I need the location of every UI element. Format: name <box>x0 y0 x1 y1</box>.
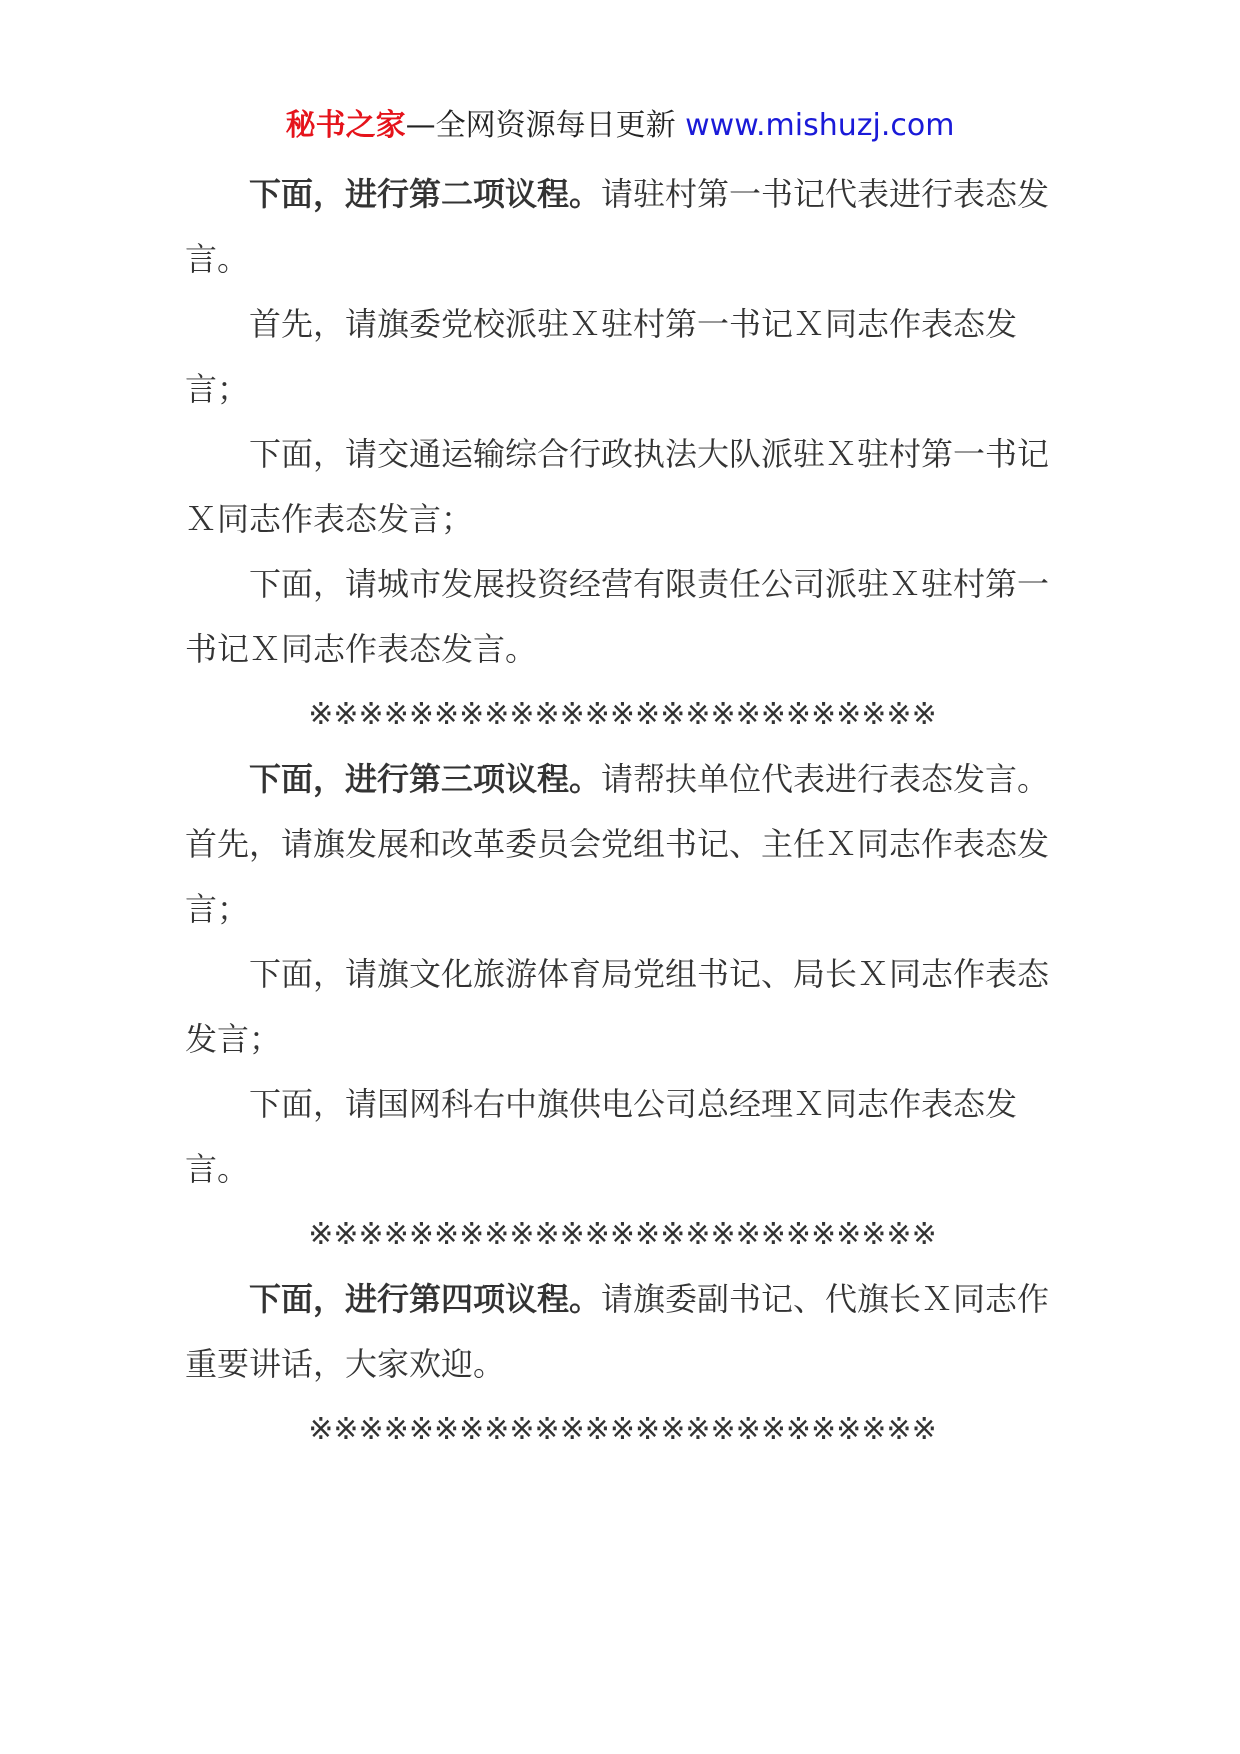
section-separator: ※※※※※※※※※※※※※※※※※※※※※※※※※ <box>308 1217 937 1252</box>
site-url-link[interactable]: www.mishuzj.com <box>685 108 955 143</box>
agenda-item-2-paragraph <box>185 162 1060 292</box>
brand-name: 秘书之家 <box>285 108 406 143</box>
site-header <box>0 98 1240 154</box>
agenda-item-4-paragraph <box>185 1267 1060 1397</box>
agenda-item-3-heading: 下面，进行第三项议程。 <box>249 760 602 798</box>
speaker-paragraph: 下面，请旗文化旅游体育局党组书记、局长Ｘ同志作表态发言； <box>185 955 1050 1058</box>
agenda-item-2-text: 请驻村第一书记代表进行表态发言。 <box>185 175 1050 278</box>
speaker-paragraph: 下面，请城市发展投资经营有限责任公司派驻Ｘ驻村第一书记Ｘ同志作表态发言。 <box>185 565 1050 668</box>
section-separator: ※※※※※※※※※※※※※※※※※※※※※※※※※ <box>308 697 937 732</box>
agenda-item-4-text: 请旗委副书记、代旗长Ｘ同志作重要讲话，大家欢迎。 <box>185 1280 1050 1383</box>
agenda-item-4-heading: 下面，进行第四项议程。 <box>249 1280 602 1318</box>
speaker-paragraph: 下面，请国网科右中旗供电公司总经理Ｘ同志作表态发言。 <box>185 1085 1018 1188</box>
speaker-paragraph: 首先，请旗委党校派驻Ｘ驻村第一书记Ｘ同志作表态发言； <box>185 305 1018 408</box>
agenda-item-3-text: 请帮扶单位代表进行表态发言。 <box>601 760 1050 798</box>
agenda-item-2-heading: 下面，进行第二项议程。 <box>249 175 602 213</box>
section-separator: ※※※※※※※※※※※※※※※※※※※※※※※※※ <box>308 1412 937 1447</box>
document-body <box>185 162 1060 1462</box>
speaker-paragraph: 下面，请交通运输综合行政执法大队派驻Ｘ驻村第一书记Ｘ同志作表态发言； <box>185 435 1050 538</box>
agenda-item-3-paragraph <box>185 747 1060 812</box>
speaker-paragraph: 首先，请旗发展和改革委员会党组书记、主任Ｘ同志作表态发言； <box>185 825 1050 928</box>
site-slogan: —全网资源每日更新 <box>405 108 686 143</box>
